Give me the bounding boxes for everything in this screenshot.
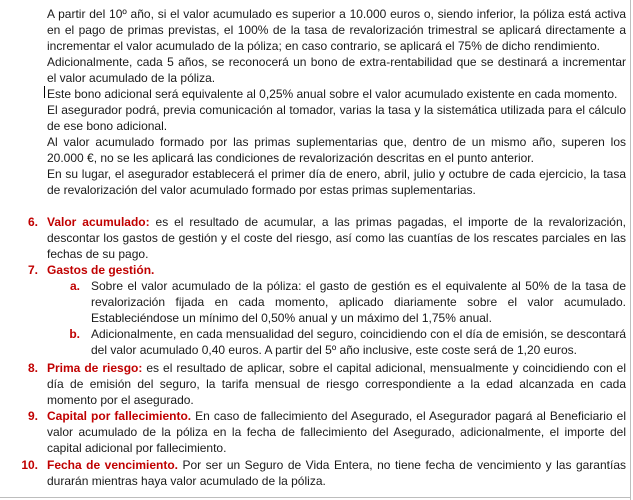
- item-term: Capital por fallecimiento.: [47, 409, 192, 423]
- intro-line: Al valor acumulado formado por las primas suplementarias que, dentro de un mismo año, superen los: [47, 135, 626, 149]
- item-line: [47, 262, 626, 278]
- item-number: 10.: [21, 458, 38, 472]
- item-line: día de emisión del seguro, la tarifa mensual de riesgo correspondiente a la edad alcanzada en cada: [47, 377, 626, 391]
- intro-line: de ese bono adicional.: [47, 119, 168, 133]
- item-term: Valor acumulado:: [47, 215, 150, 229]
- item-line: valor acumulado de la póliza en la fecha de fallecimiento del Asegurado, adicionalmente, el importe del: [47, 425, 626, 439]
- subitem-letter: b.: [69, 327, 80, 341]
- item-text: es el resultado de acumular, a las primas pagadas, el importe de la revalorización,: [149, 215, 626, 229]
- subitem-line: revalorización fijada en cada momento, aplicado diariamente sobre el valor acumulado.: [91, 295, 626, 309]
- subitem-line: Estableciéndose un mínimo del 0,50% anual y un máximo del 1,75% anual.: [91, 311, 492, 325]
- item-line: [47, 457, 626, 473]
- item-number: 8.: [27, 361, 38, 375]
- item-text: es el resultado de aplicar, sobre el capital adicional, mensualmente y coincidiendo con el: [142, 361, 627, 375]
- subitem-line: del valor acumulado 0,40 euros. A partir del 5º año inclusive, este coste será de 1,20 euros.: [91, 343, 578, 357]
- intro-line: A partir del 10º año, si el valor acumulado es superior a 10.000 euros o, siendo inferior, la póliza está activa: [47, 7, 626, 21]
- intro-line: 20.000 €, no se les aplicará las condiciones de revalorización descritas en el punto anterior.: [47, 151, 534, 165]
- item-term: Fecha de vencimiento.: [47, 458, 179, 472]
- page-bottom-border: [0, 497, 631, 498]
- subitem-line: Sobre el valor acumulado de la póliza: el gasto de gestión es el equivalente al 50% de la tasa de: [91, 279, 626, 293]
- text-cursor: [44, 86, 45, 98]
- intro-line: El asegurador podrá, previa comunicación al tomador, varias la tasa y la sistemática utilizada para el cálculo: [47, 103, 626, 117]
- item-line: [47, 214, 626, 230]
- page-right-border: [630, 0, 631, 500]
- item-number: 6.: [27, 215, 38, 229]
- subitem-letter: a.: [69, 279, 80, 293]
- intro-line: Este bono adicional será equivalente al 0,25% anual sobre el valor acumulado existente en cada momento.: [47, 87, 618, 101]
- item-line: descontar los gastos de gestión y el coste del riesgo, así como las cuantías de los rescates parciales en las: [47, 231, 626, 245]
- item-number: 7.: [27, 263, 38, 277]
- item-line: durarán mientras haya valor acumulado de la póliza.: [47, 474, 326, 488]
- subitem-line: Adicionalmente, en cada mensualidad del seguro, coincidiendo con el día de emisión, se descontará: [91, 327, 626, 341]
- item-line: momento por el asegurado.: [47, 393, 194, 407]
- item-number: 9.: [27, 409, 38, 423]
- item-text: Por ser un Seguro de Vida Entera, no tiene fecha de vencimiento y las garantías: [178, 458, 626, 472]
- item-text: En caso de fallecimiento del Asegurado, el Asegurador pagará al Beneficiario el: [191, 409, 626, 423]
- intro-line: el valor acumulado de la póliza.: [47, 71, 216, 85]
- item-term: Gastos de gestión.: [47, 263, 155, 277]
- item-line: [47, 360, 626, 376]
- item-term: Prima de riesgo:: [47, 361, 143, 375]
- intro-line: en el pago de primas previstas, el 100% de la tasa de revalorización trimestral se aplicará directamente a: [47, 23, 626, 37]
- intro-line: de revalorización del valor acumulado formado por estas primas suplementarias.: [47, 183, 476, 197]
- item-line: capital adicional por fallecimiento.: [47, 441, 227, 455]
- intro-line: Adicionalmente, cada 5 años, se reconocerá un bono de extra-rentabilidad que se destinará a incrementar: [47, 55, 626, 69]
- intro-line: En su lugar, el asegurador establecerá el primer día de enero, abril, julio y octubre de cada ejercicio, la tasa: [47, 167, 626, 181]
- intro-line: incrementar el valor acumulado de la póliza; en caso contrario, se aplicará el 75% de dicho rendimiento.: [47, 39, 600, 53]
- item-line: fechas de su pago.: [47, 247, 149, 261]
- item-line: [47, 408, 626, 424]
